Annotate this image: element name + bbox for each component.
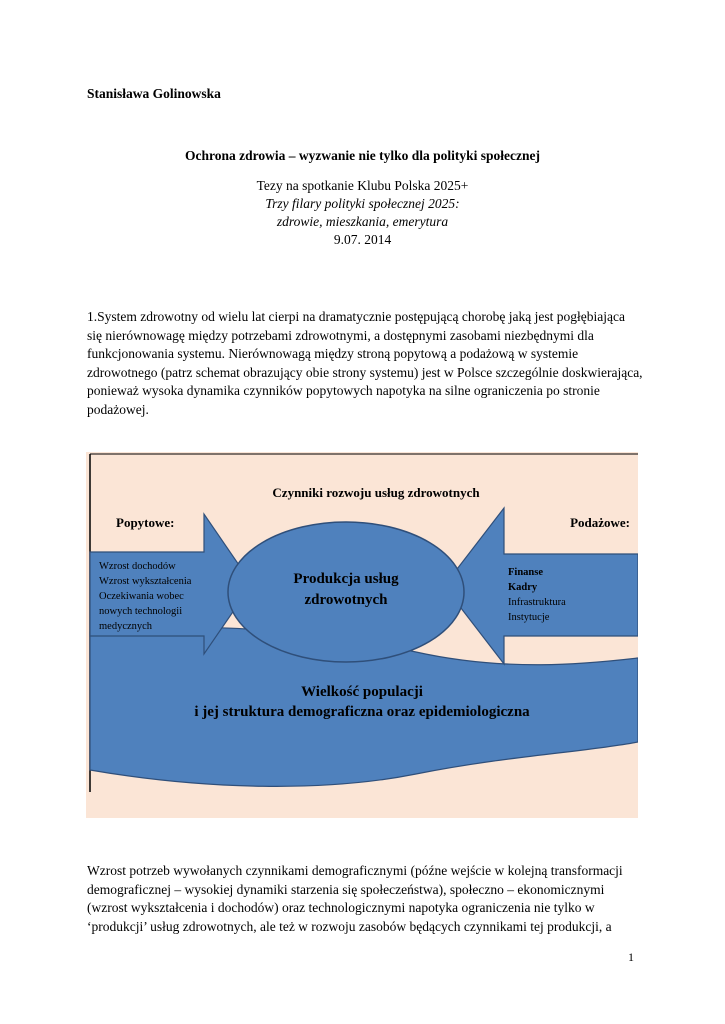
document-title: Ochrona zdrowia – wyzwanie nie tylko dla polityki społecznej [184,148,540,163]
population-label-line-1: Wielkość populacji [301,684,423,700]
paragraph-2-line: Wzrost potrzeb wywołanych czynnikami demograficznymi (późne wejście w kolejną transformacji [87,863,623,878]
paragraph-2 [87,862,647,936]
production-label-line-2: zdrowotnych [304,592,388,608]
supply-item: Instytucje [508,612,550,623]
paragraph-1 [87,308,647,420]
page-number: 1 [628,950,634,964]
demand-item: Oczekiwania wobec [99,591,184,602]
health-services-diagram [86,452,638,818]
supply-item-bold: Kadry [508,582,538,593]
paragraph-2-line: demograficznej – wysokiej dynamiki starzenia się społeczeństwa), społeczno – ekonomicznymi [87,881,605,897]
subtitle-date: 9.07. 2014 [333,232,392,247]
demand-item: nowych technologii [99,606,183,617]
demand-item: medycznych [99,621,153,632]
subtitle-line-1: Tezy na spotkanie Klubu Polska 2025+ [256,178,469,193]
population-label-line-2: i jej struktura demograficzna oraz epidemiologiczna [194,704,530,720]
demand-item: Wzrost wykształcenia [99,576,192,587]
diagram-title: Czynniki rozwoju usług zdrowotnych [272,485,480,500]
paragraph-2-line: (wzrost wykształcenia i dochodów) oraz technologicznymi napotyka ograniczenia nie tylko w [87,900,595,916]
demand-item: Wzrost dochodów [99,561,176,572]
paragraph-1-line: 1.System zdrowotny od wielu lat cierpi na dramatycznie postępującą chorobę jaką jest pogłębiająca [87,309,625,324]
author-name: Stanisława Golinowska [87,86,221,101]
demand-label: Popytowe: [116,515,175,530]
paragraph-2-line: ‘produkcji’ usług zdrowotnych, ale też w rozwoju zasobów będących czynnikami tej produkcji, a [87,918,612,934]
production-label-line-1: Produkcja usług [293,571,399,587]
supply-item-bold: Finanse [508,567,544,578]
paragraph-1-line: zdrowotnego (patrz schemat obrazujący obie strony systemu) jest w Polsce szczególnie doskwierająca, [87,364,643,380]
diagram-canvas [86,452,638,818]
paragraph-1-line: funkcjonowania systemu. Nierównowagą między stroną popytową a podażową w systemie [87,346,579,362]
paragraph-1-line: się nierównowagę między potrzebami zdrowotnymi, a dostępnymi zasobami niezbędnymi dla [87,327,594,343]
paragraph-1-line: podażowej. [87,401,149,417]
supply-item: Infrastruktura [508,597,566,608]
subtitle-line-2: Trzy filary polityki społecznej 2025: [265,196,460,211]
subtitle-line-3: zdrowie, mieszkania, emerytura [276,214,449,229]
paragraph-1-line: ponieważ wysoka dynamika czynników popytowych napotyka na silne ograniczenia po stronie [87,383,600,399]
supply-label: Podażowe: [570,515,630,530]
